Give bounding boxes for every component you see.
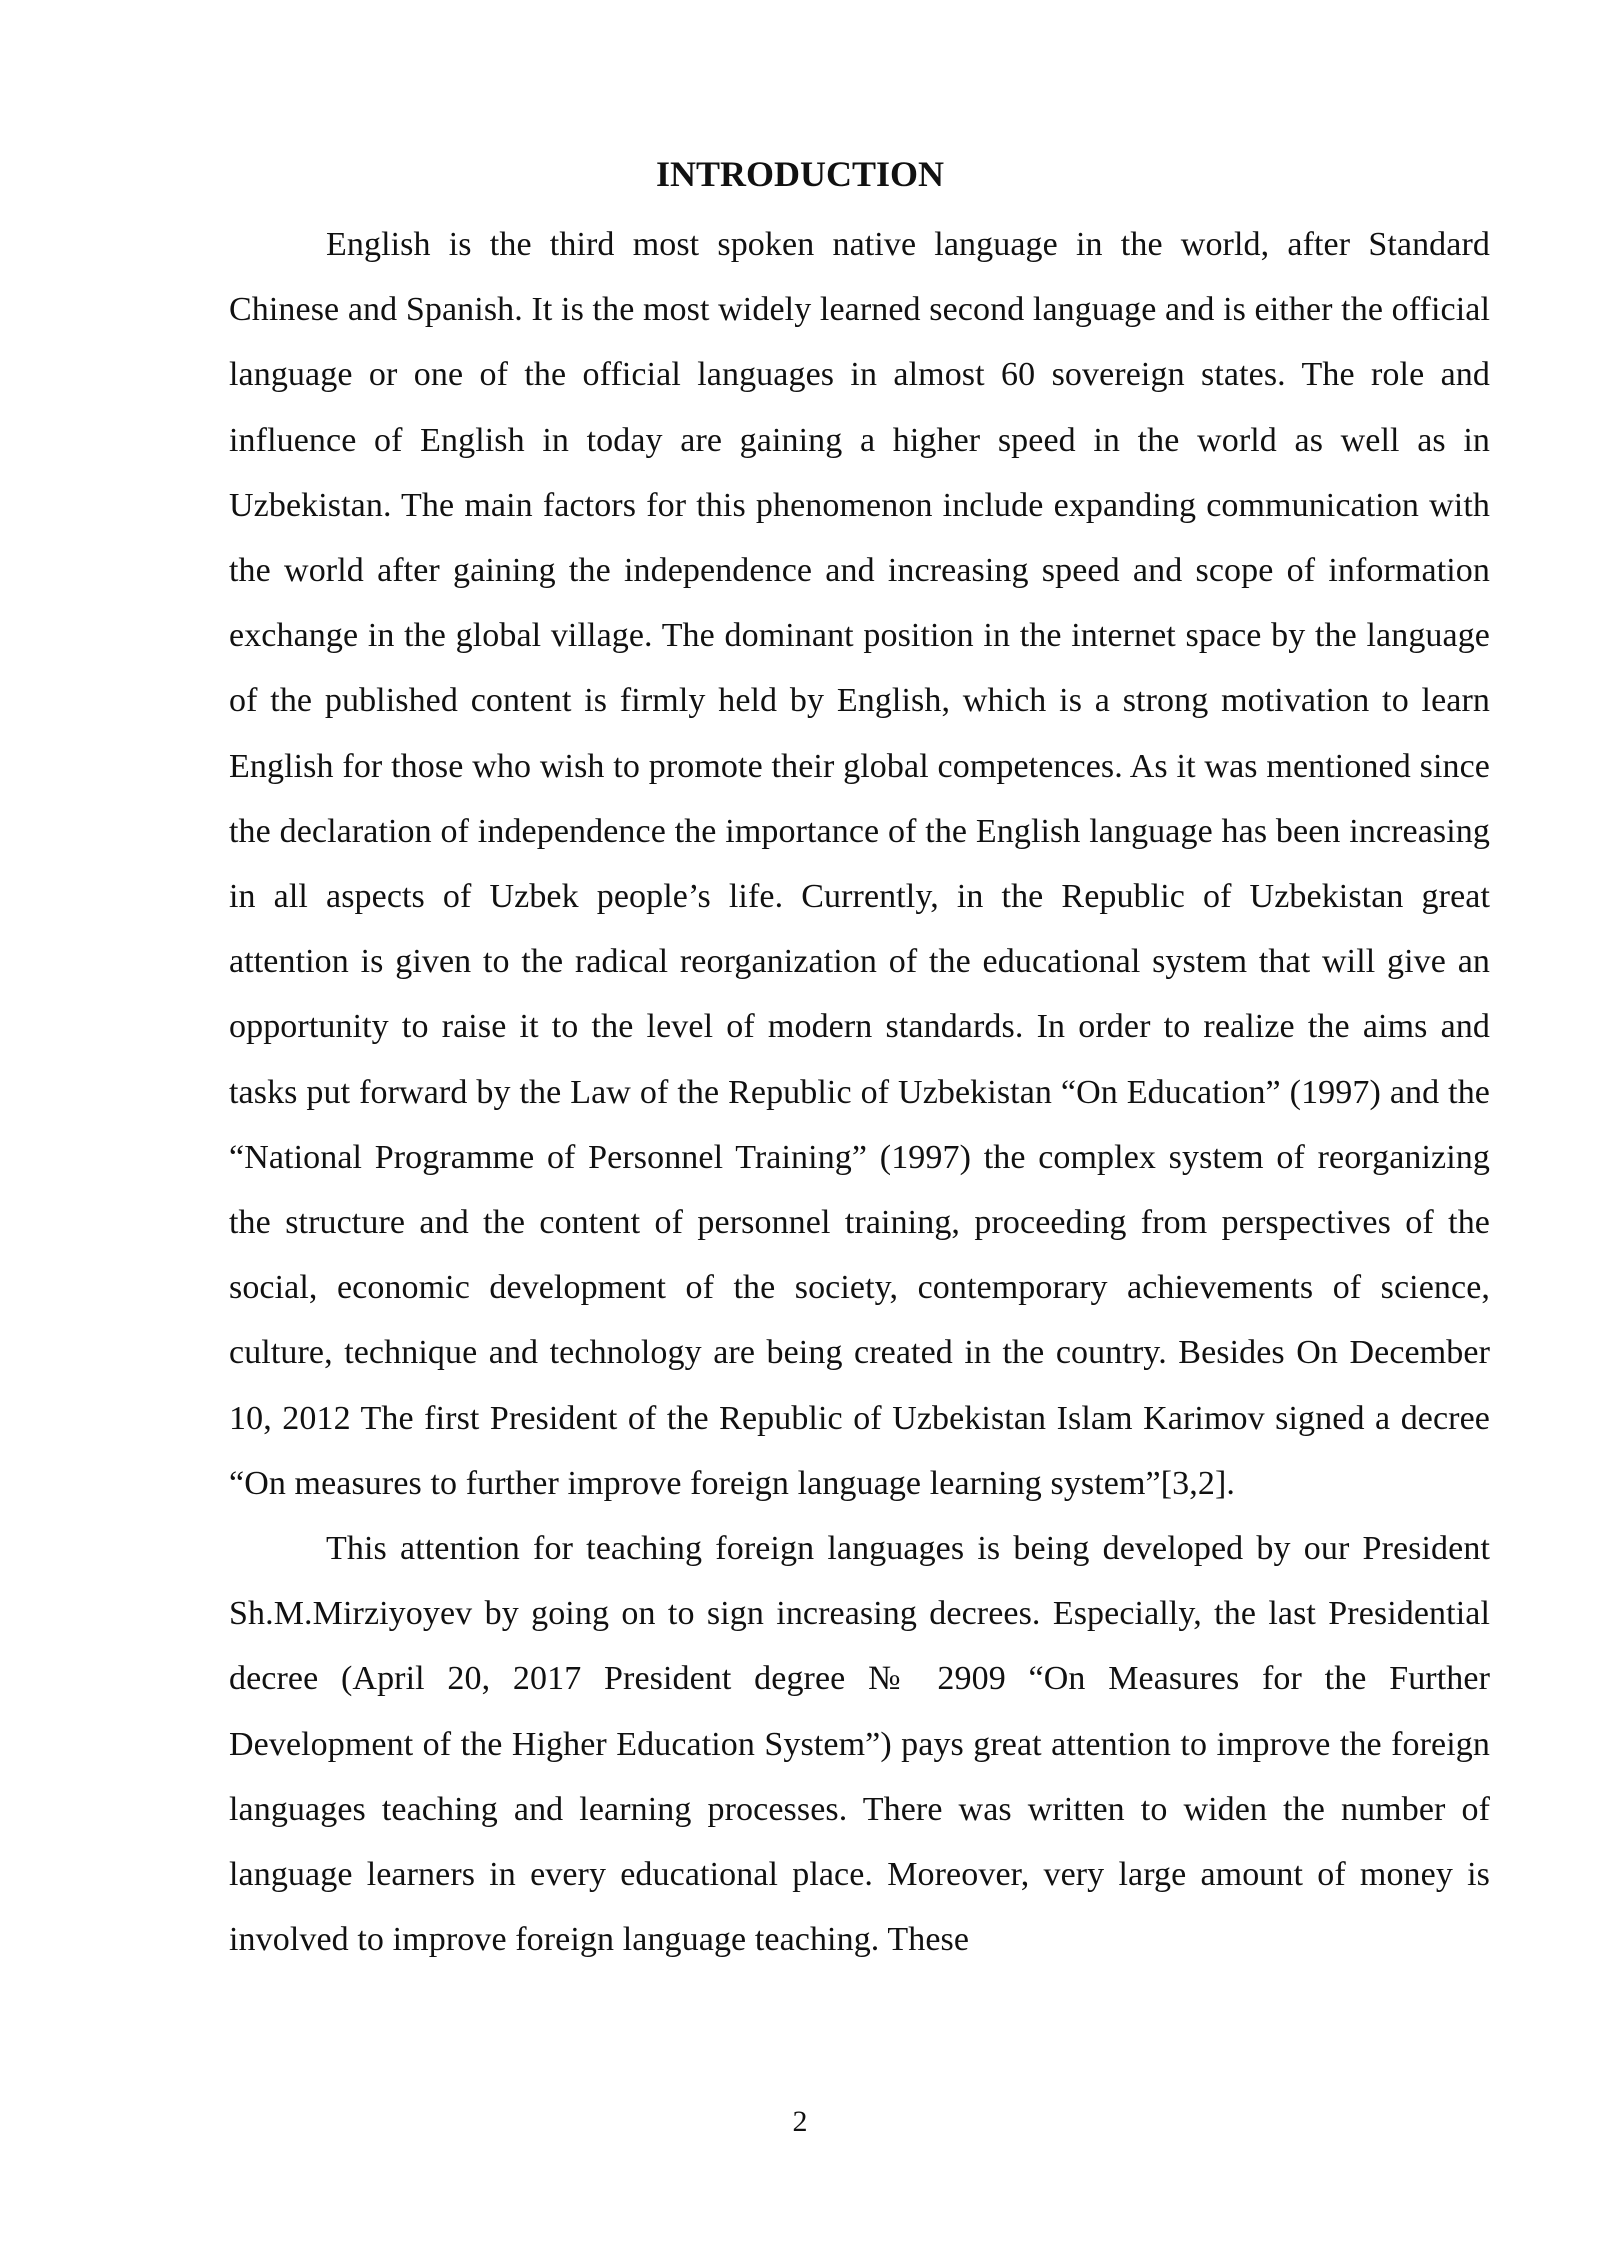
body-text	[229, 212, 1490, 1972]
page-heading: INTRODUCTION	[655, 154, 945, 194]
page-number: 2	[792, 2105, 808, 2138]
paragraph-1: English is the third most spoken native language in the world, after Standard Chinese and Spanish. It is the most widely learned second language and is either the official language or one of the official languages in almost 60 sovereign states. The role and influence of English in today are gaining a higher speed in the world as well as in Uzbekistan. The main factors for this phenomenon include expanding communication with the world after gaining the independence and increasing speed and scope of information exchange in the global village. The dominant position in the internet space by the language of the published content is firmly held by English, which is a strong motivation to learn English for those who wish to promote their global competences. As it was mentioned since the declaration of independence the importance of the English language has been increasing in all aspects of Uzbek people’s life. Currently, in the Republic of Uzbekistan great attention is given to the radical reorganization of the educational system that will give an opportunity to raise it to the level of modern standards. In order to realize the aims and tasks put forward by the Law of the Republic of Uzbekistan “On Education” (1997) and the “National Programme of Personnel Training” (1997) the complex system of reorganizing the structure and the content of personnel training, proceeding from perspectives of the social, economic development of the society, contemporary achievements of science, culture, technique and technology are being created in the country. Besides On December 10, 2012 The first President of the Republic of Uzbekistan Islam Karimov signed a decree “On measures to further improve foreign language learning system”[3,2].	[229, 226, 1490, 1502]
paragraph-2: This attention for teaching foreign languages is being developed by our President Sh.M.Mirziyoyev by going on to sign increasing decrees. Especially, the last Presidential decree (April 20, 2017 President degree № 2909 “On Measures for the Further Development of the Higher Education System”) pays great attention to improve the foreign languages teaching and learning processes. There was written to widen the number of language learners in every educational place. Moreover, very large amount of money is involved to improve foreign language teaching. These	[229, 1530, 1490, 1959]
